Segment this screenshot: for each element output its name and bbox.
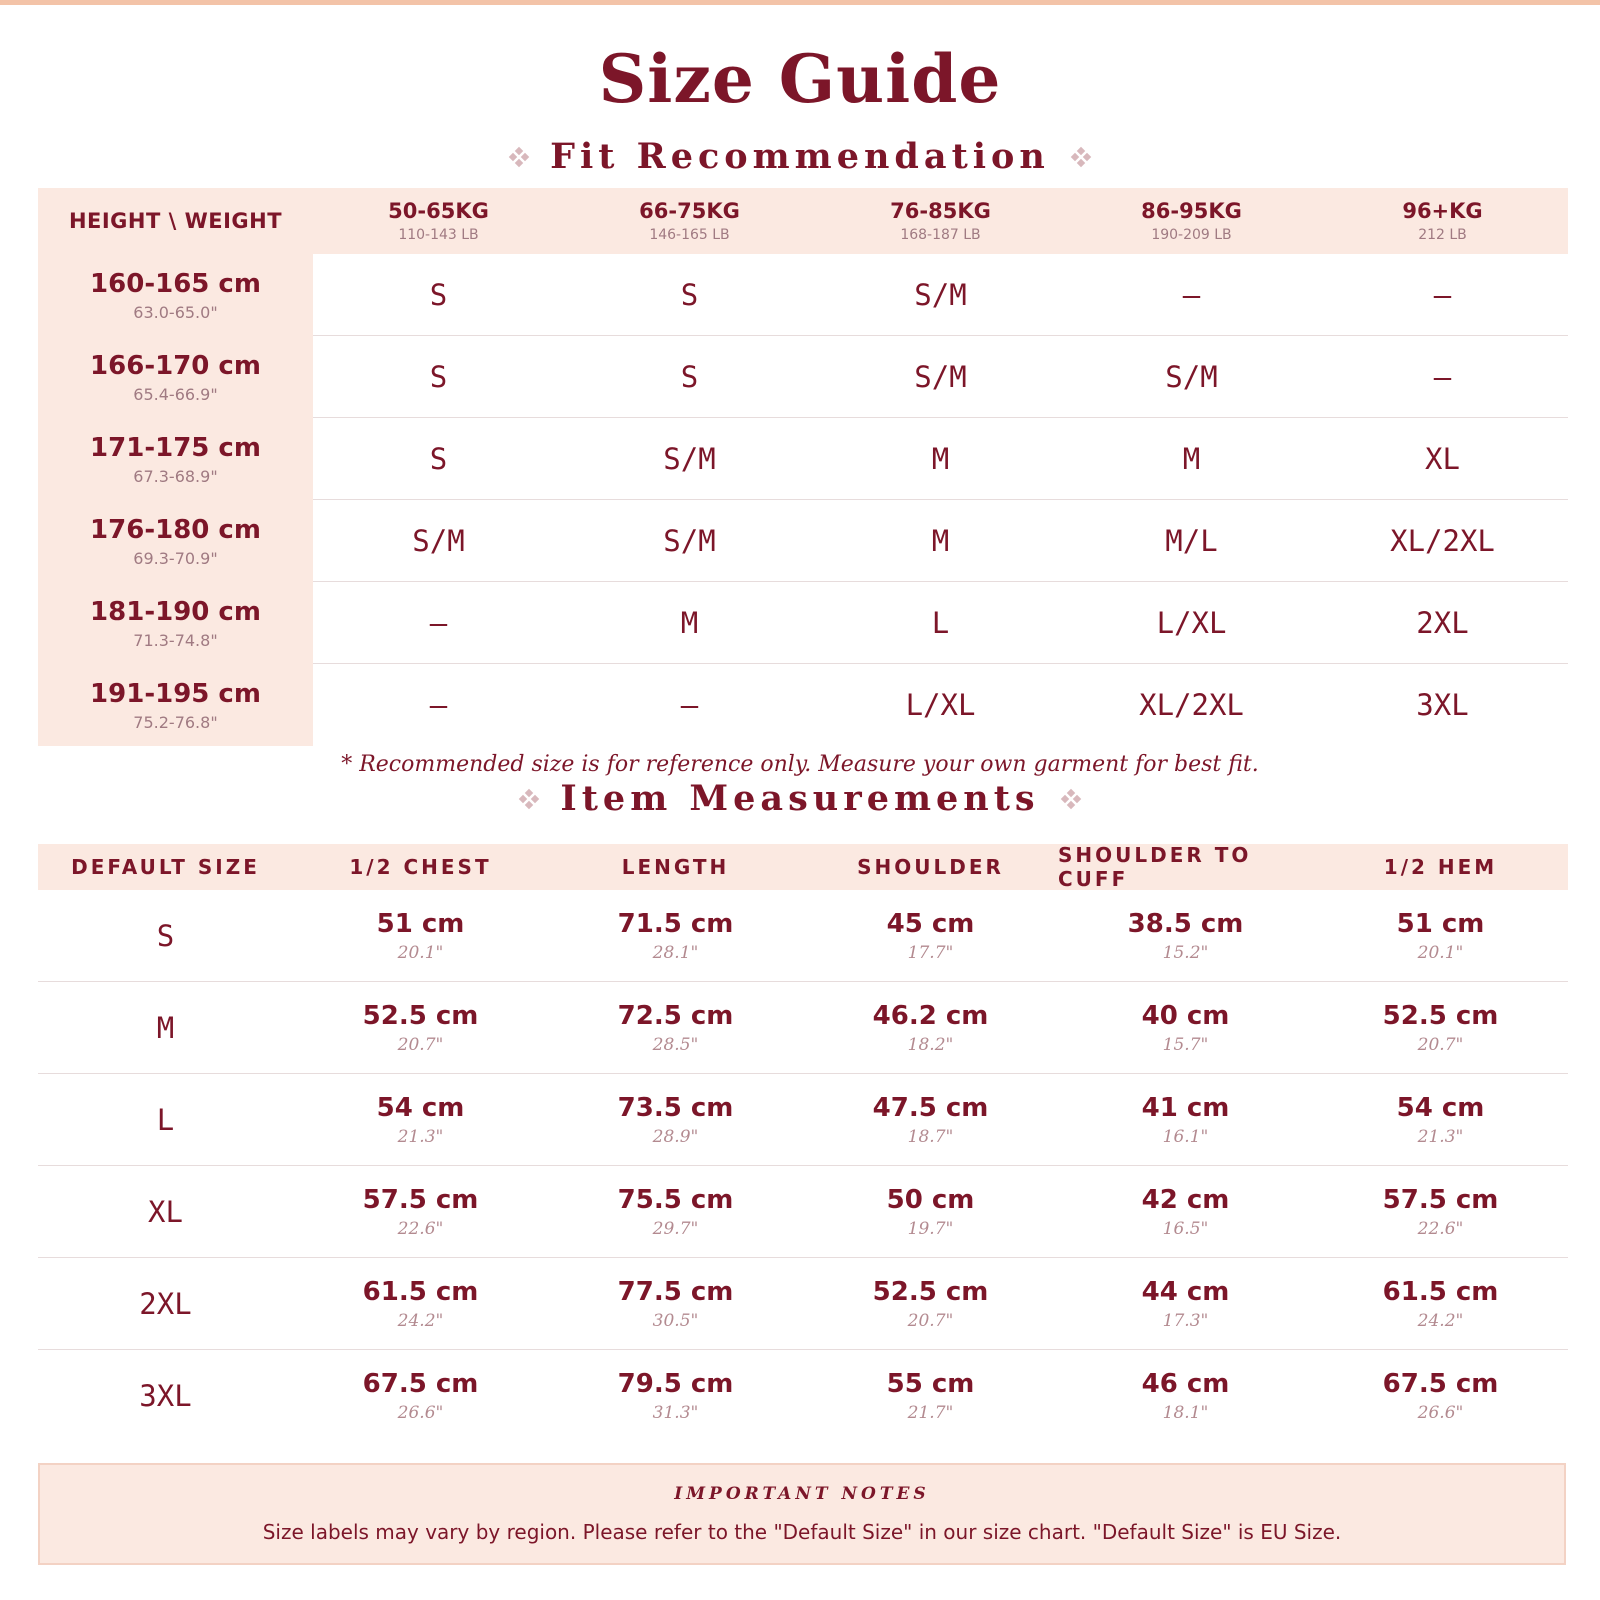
ornament-icon: [510, 148, 528, 166]
height-inch-label: 67.3-68.9": [133, 466, 218, 486]
default-size-cell: 2XL: [139, 1286, 192, 1321]
recommended-size-cell: XL/2XL: [1139, 688, 1244, 722]
default-size-cell: 3XL: [139, 1378, 192, 1413]
measurement-cm: 46 cm: [1141, 1368, 1230, 1399]
recommended-size-cell: 2XL: [1416, 605, 1469, 640]
measurement-cm: 42 cm: [1141, 1184, 1230, 1215]
measurement-inch: 21.3": [397, 1126, 444, 1147]
measurement-cell: [548, 1166, 803, 1257]
measurement-cm: 40 cm: [1141, 1000, 1230, 1031]
size-cells: [313, 336, 1568, 418]
measurement-inch: 31.3": [652, 1402, 699, 1423]
measurement-inch: 15.7": [1162, 1034, 1209, 1055]
measurement-cell: [293, 1166, 548, 1257]
recommended-size-cell: XL/2XL: [1390, 523, 1495, 558]
height-inch-label: 65.4-66.9": [133, 384, 218, 404]
measurement-column-header: LENGTH: [621, 855, 730, 879]
recommended-size-cell: –: [429, 688, 448, 722]
fit-table-header: [38, 188, 1568, 254]
measurement-inch: 17.3": [1162, 1310, 1209, 1331]
measurement-cm: 51 cm: [1396, 908, 1485, 939]
recommended-size-cell: M: [931, 441, 950, 476]
weight-lb-label: 190-209 LB: [1151, 227, 1232, 243]
recommended-size-cell: 3XL: [1416, 688, 1469, 722]
measurement-cm: 75.5 cm: [617, 1184, 734, 1215]
measurement-inch: 16.5": [1162, 1218, 1209, 1239]
measurement-cm: 52.5 cm: [872, 1276, 989, 1307]
measurement-inch: 26.6": [397, 1402, 444, 1423]
recommended-size-cell: S/M: [412, 523, 465, 558]
ornament-icon: [520, 790, 538, 808]
measurement-inch: 20.1": [1417, 942, 1464, 963]
measurement-cm: 72.5 cm: [617, 1000, 734, 1031]
measurement-inch: 21.3": [1417, 1126, 1464, 1147]
measurement-inch: 18.2": [907, 1034, 954, 1055]
measurement-cm: 77.5 cm: [617, 1276, 734, 1307]
measurement-cell: [1313, 890, 1568, 981]
fit-recommendation-table: [38, 188, 1568, 746]
fit-table-row: [38, 336, 1568, 418]
size-cells: [313, 582, 1568, 664]
size-cells: [313, 254, 1568, 336]
recommended-size-cell: –: [1433, 359, 1452, 394]
notes-title: IMPORTANT NOTES: [674, 1484, 930, 1504]
height-cell: [38, 336, 313, 418]
measurement-cm: 45 cm: [886, 908, 975, 939]
page-title: Size Guide: [598, 40, 1002, 118]
weight-column-header: [1066, 188, 1317, 254]
measurement-cm: 52.5 cm: [362, 1000, 479, 1031]
measurement-cm: 79.5 cm: [617, 1368, 734, 1399]
measurement-inch: 24.2": [397, 1310, 444, 1331]
measurement-inch: 20.7": [1417, 1034, 1464, 1055]
measurement-inch: 21.7": [907, 1402, 954, 1423]
recommended-size-cell: S: [680, 277, 699, 312]
measurement-cm: 57.5 cm: [1382, 1184, 1499, 1215]
measurement-cell: [803, 1258, 1058, 1349]
measurement-inch: 16.1": [1162, 1126, 1209, 1147]
default-size-cell: XL: [148, 1194, 183, 1229]
measurement-inch: 30.5": [652, 1310, 699, 1331]
height-inch-label: 71.3-74.8": [133, 630, 218, 650]
ornament-icon: [1072, 148, 1090, 166]
top-accent-bar: [0, 0, 1600, 5]
measurement-row: [38, 1074, 1568, 1166]
weight-column-header: [1317, 188, 1568, 254]
measurement-inch: 24.2": [1417, 1310, 1464, 1331]
measurement-cell: [548, 890, 803, 981]
measurement-cm: 46.2 cm: [872, 1000, 989, 1031]
measurement-cm: 38.5 cm: [1127, 908, 1244, 939]
size-cells: [313, 664, 1568, 746]
fit-recommendation-heading: [0, 136, 1600, 177]
recommended-size-cell: L/XL: [1156, 605, 1227, 640]
measurement-cell: [1313, 1350, 1568, 1441]
measurement-cell: [548, 982, 803, 1073]
measurement-cm: 57.5 cm: [362, 1184, 479, 1215]
measurement-column-header: DEFAULT SIZE: [71, 855, 260, 879]
height-cm-label: 176-180 cm: [90, 514, 261, 545]
measurement-column-header: 1/2 HEM: [1383, 855, 1498, 879]
fit-table-row: [38, 254, 1568, 336]
fit-disclaimer: * Recommended size is for reference only. Measure your own garment for best fit.: [341, 752, 1259, 777]
weight-kg-label: 76-85KG: [890, 199, 991, 223]
item-measurements-title: Item Measurements: [560, 778, 1040, 819]
recommended-size-cell: –: [1182, 277, 1201, 312]
measurement-row: [38, 982, 1568, 1074]
weight-lb-label: 146-165 LB: [649, 227, 730, 243]
recommended-size-cell: S: [429, 441, 448, 476]
measurement-inch: 29.7": [652, 1218, 699, 1239]
measurement-row: [38, 890, 1568, 982]
height-cell: [38, 418, 313, 500]
height-cell: [38, 664, 313, 746]
notes-body: Size labels may vary by region. Please refer to the "Default Size" in our size chart. "Default Size" is EU Size.: [262, 1520, 1342, 1544]
measurements-header: [38, 844, 1568, 890]
measurement-cm: 50 cm: [886, 1184, 975, 1215]
recommended-size-cell: M: [1182, 441, 1201, 476]
recommended-size-cell: –: [680, 688, 699, 722]
measurement-cm: 61.5 cm: [1382, 1276, 1499, 1307]
measurement-cm: 73.5 cm: [617, 1092, 734, 1123]
height-cm-label: 191-195 cm: [90, 678, 261, 709]
measurement-cell: [1058, 1166, 1313, 1257]
weight-column-header: [564, 188, 815, 254]
recommended-size-cell: S/M: [663, 441, 716, 476]
measurement-cell: [293, 1350, 548, 1441]
recommended-size-cell: XL: [1425, 441, 1460, 476]
height-cm-label: 171-175 cm: [90, 432, 261, 463]
fit-recommendation-title: Fit Recommendation: [550, 136, 1050, 177]
recommended-size-cell: M: [931, 523, 950, 558]
measurement-inch: 26.6": [1417, 1402, 1464, 1423]
recommended-size-cell: –: [429, 605, 448, 640]
recommended-size-cell: S/M: [914, 277, 967, 312]
height-weight-label: HEIGHT \ WEIGHT: [68, 209, 283, 233]
weight-kg-label: 86-95KG: [1141, 199, 1242, 223]
default-size-cell: S: [156, 918, 175, 953]
measurement-inch: 28.5": [652, 1034, 699, 1055]
measurement-cm: 67.5 cm: [362, 1368, 479, 1399]
size-cells: [313, 418, 1568, 500]
measurement-inch: 18.1": [1162, 1402, 1209, 1423]
measurement-cm: 44 cm: [1141, 1276, 1230, 1307]
measurement-cm: 51 cm: [376, 908, 465, 939]
measurement-cell: [1058, 890, 1313, 981]
measurement-cell: [803, 1350, 1058, 1441]
measurement-inch: 18.7": [907, 1126, 954, 1147]
measurement-cm: 54 cm: [1396, 1092, 1485, 1123]
measurement-inch: 20.7": [907, 1310, 954, 1331]
measurement-cell: [1313, 1074, 1568, 1165]
measurement-row: [38, 1166, 1568, 1258]
recommended-size-cell: S/M: [663, 523, 716, 558]
measurement-inch: 28.1": [652, 942, 699, 963]
measurement-inch: 19.7": [907, 1218, 954, 1239]
height-cm-label: 166-170 cm: [90, 350, 261, 381]
measurement-inch: 22.6": [397, 1218, 444, 1239]
measurement-cm: 71.5 cm: [617, 908, 734, 939]
height-inch-label: 75.2-76.8": [133, 712, 218, 732]
measurement-column-header: SHOULDER TO CUFF: [1058, 843, 1252, 891]
measurement-cm: 54 cm: [376, 1092, 465, 1123]
measurement-cell: [1058, 1258, 1313, 1349]
default-size-cell: L: [156, 1102, 175, 1137]
measurement-inch: 20.7": [397, 1034, 444, 1055]
measurement-cm: 61.5 cm: [362, 1276, 479, 1307]
measurement-column-header: 1/2 CHEST: [349, 855, 492, 879]
measurement-cell: [293, 1258, 548, 1349]
item-measurements-heading: [0, 778, 1600, 819]
measurement-inch: 22.6": [1417, 1218, 1464, 1239]
measurement-cell: [1058, 1074, 1313, 1165]
measurement-cm: 67.5 cm: [1382, 1368, 1499, 1399]
height-inch-label: 63.0-65.0": [133, 302, 218, 322]
measurement-cell: [1313, 1166, 1568, 1257]
weight-kg-label: 50-65KG: [388, 199, 489, 223]
height-cell: [38, 254, 313, 336]
fit-table-row: [38, 664, 1568, 746]
weight-lb-label: 168-187 LB: [900, 227, 981, 243]
measurement-inch: 20.1": [397, 942, 444, 963]
recommended-size-cell: S/M: [914, 359, 967, 394]
weight-lb-label: 212 LB: [1418, 227, 1467, 243]
measurement-cell: [293, 1074, 548, 1165]
measurement-cm: 41 cm: [1141, 1092, 1230, 1123]
recommended-size-cell: –: [1433, 277, 1452, 312]
recommended-size-cell: S: [680, 359, 699, 394]
recommended-size-cell: M: [680, 605, 699, 640]
fit-table-row: [38, 500, 1568, 582]
measurement-cell: [1313, 982, 1568, 1073]
important-notes-box: [38, 1463, 1566, 1565]
fit-table-row: [38, 582, 1568, 664]
height-cm-label: 181-190 cm: [90, 596, 261, 627]
measurement-cell: [548, 1074, 803, 1165]
measurement-cell: [803, 1166, 1058, 1257]
height-cell: [38, 582, 313, 664]
default-size-cell: M: [156, 1010, 175, 1045]
height-cell: [38, 500, 313, 582]
item-measurements-table: [38, 844, 1568, 1441]
measurement-cm: 55 cm: [886, 1368, 975, 1399]
weight-kg-label: 96+KG: [1402, 199, 1483, 223]
recommended-size-cell: S: [429, 277, 448, 312]
measurement-cell: [293, 890, 548, 981]
recommended-size-cell: M/L: [1165, 523, 1218, 558]
measurement-cell: [1313, 1258, 1568, 1349]
measurement-cell: [548, 1258, 803, 1349]
measurement-cell: [803, 890, 1058, 981]
measurement-inch: 17.7": [907, 942, 954, 963]
measurement-inch: 28.9": [652, 1126, 699, 1147]
weight-lb-label: 110-143 LB: [398, 227, 479, 243]
measurement-cell: [1058, 1350, 1313, 1441]
measurement-column-header: SHOULDER: [857, 855, 1004, 879]
weight-column-header: [313, 188, 564, 254]
measurement-cell: [803, 1074, 1058, 1165]
measurement-cm: 47.5 cm: [872, 1092, 989, 1123]
measurement-cell: [293, 982, 548, 1073]
recommended-size-cell: S/M: [1165, 359, 1218, 394]
measurement-cm: 52.5 cm: [1382, 1000, 1499, 1031]
ornament-icon: [1062, 790, 1080, 808]
measurement-row: [38, 1350, 1568, 1441]
recommended-size-cell: L: [931, 605, 950, 640]
measurement-cell: [803, 982, 1058, 1073]
height-inch-label: 69.3-70.9": [133, 548, 218, 568]
height-cm-label: 160-165 cm: [90, 268, 261, 299]
measurement-cell: [548, 1350, 803, 1441]
measurement-inch: 15.2": [1162, 942, 1209, 963]
fit-table-row: [38, 418, 1568, 500]
recommended-size-cell: S: [429, 359, 448, 394]
measurement-cell: [1058, 982, 1313, 1073]
measurement-row: [38, 1258, 1568, 1350]
weight-kg-label: 66-75KG: [639, 199, 740, 223]
size-cells: [313, 500, 1568, 582]
recommended-size-cell: L/XL: [905, 688, 976, 722]
weight-column-header: [815, 188, 1066, 254]
